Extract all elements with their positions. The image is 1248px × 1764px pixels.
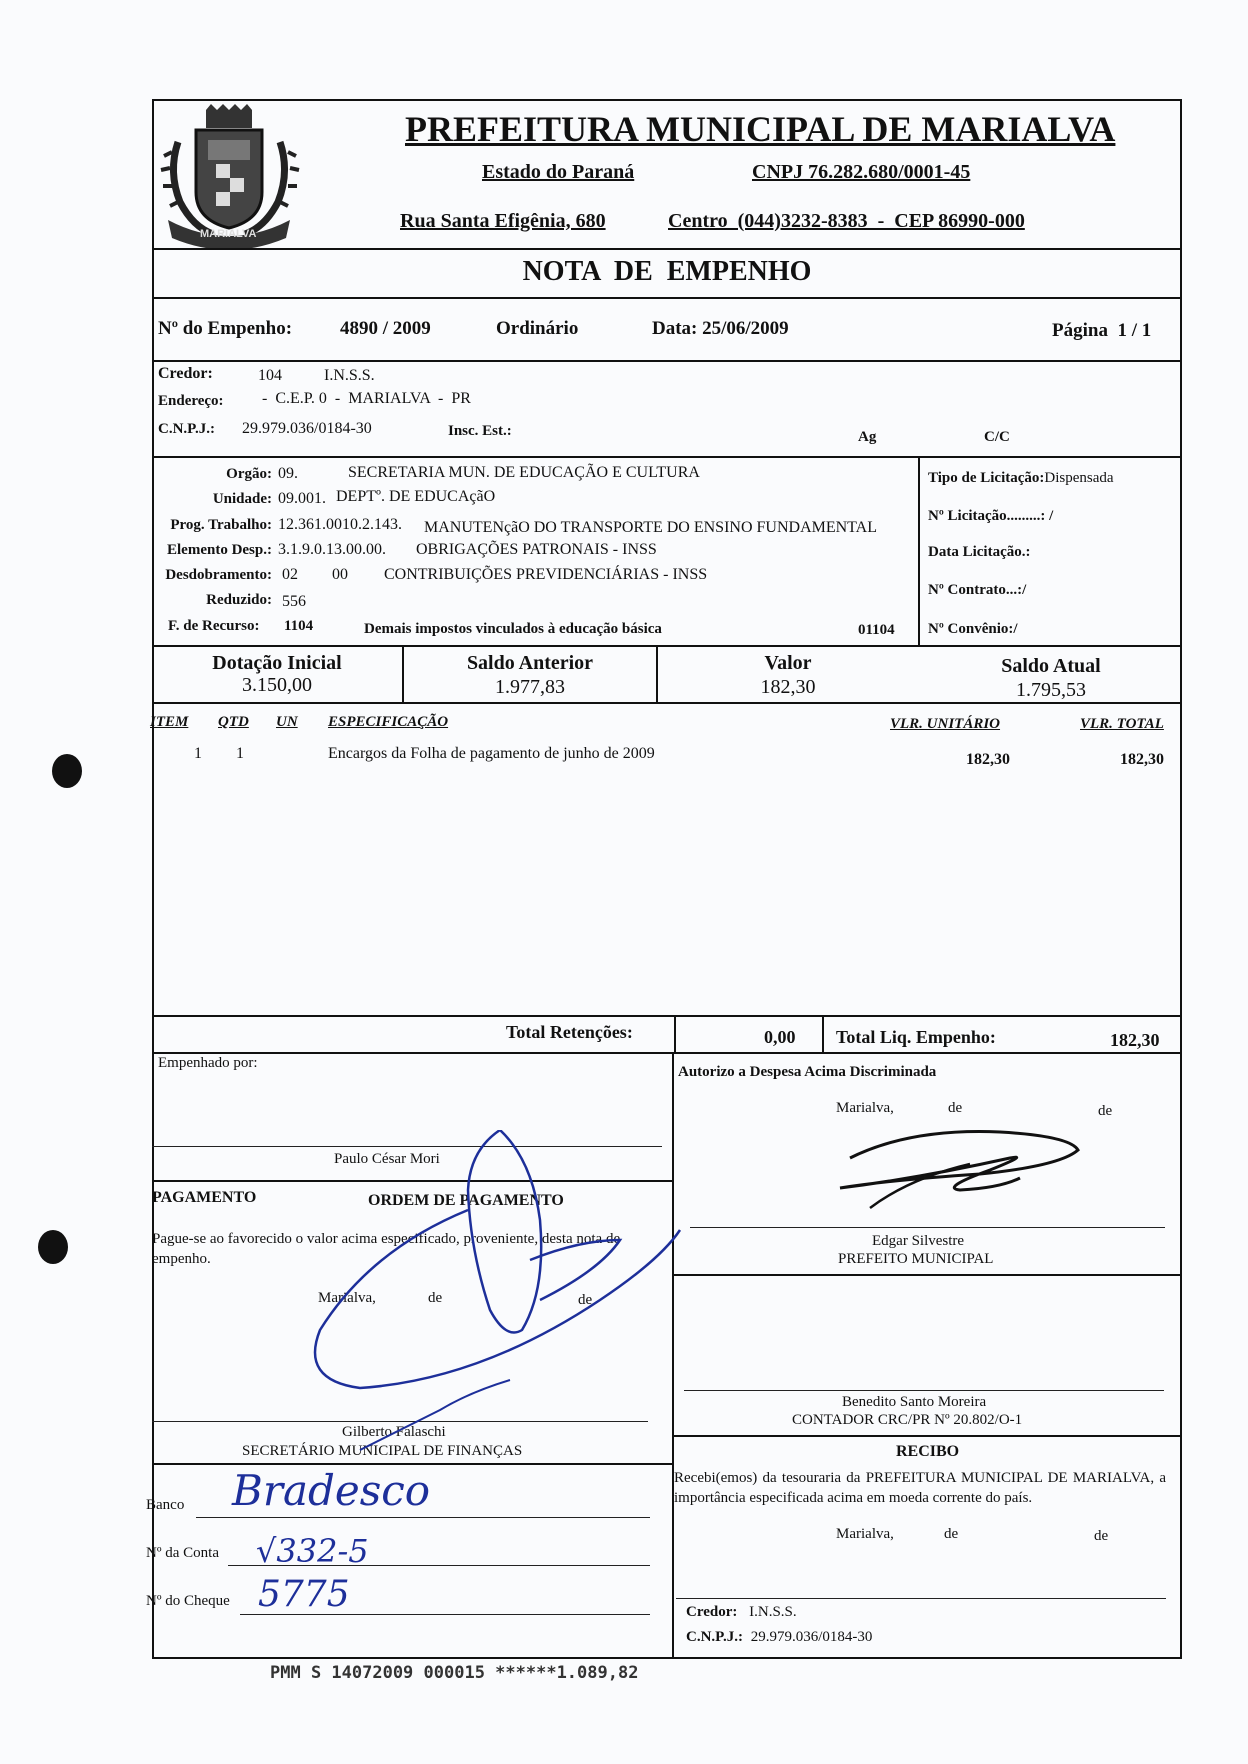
numero-licitacao: Nº Licitação.........: / (928, 508, 1054, 524)
numero-convenio: Nº Convênio:/ (928, 621, 1018, 637)
col-header-vlr-unitario: VLR. UNITÁRIO (890, 716, 1001, 732)
col-header-un: UN (276, 714, 298, 730)
numero-contrato: Nº Contrato...:/ (928, 582, 1027, 598)
valor-label: Valor (764, 652, 812, 674)
col-header-vlr-total: VLR. TOTAL (1080, 716, 1164, 732)
desdobramento-code-1: 02 (282, 566, 298, 583)
empenho-number: 4890 / 2009 (340, 318, 431, 339)
recurso-code-2: 01104 (858, 622, 895, 638)
header-address-street: Rua Santa Efigênia, 680 (400, 210, 606, 232)
pagamento-label: PAGAMENTO (152, 1189, 257, 1206)
punch-hole-top (52, 754, 82, 788)
header-title: PREFEITURA MUNICIPAL DE MARIALVA (405, 109, 1116, 149)
header-address-rest: Centro (044)3232-8383 - CEP 86990-000 (668, 210, 1025, 232)
divider-vertical (918, 456, 920, 646)
desdobramento-label: Desdobramento: (165, 567, 272, 583)
col-header-item: ITEM (150, 714, 189, 730)
prefeito-cargo: PREFEITO MUNICIPAL (838, 1251, 994, 1267)
autorizo-de-1: de (948, 1100, 963, 1116)
col-header-especificacao: ESPECIFICAÇÃO (328, 714, 449, 730)
prefeito-nome: Edgar Silvestre (872, 1233, 965, 1249)
insc-est-label: Insc. Est.: (448, 423, 512, 439)
recibo-cnpj (686, 1629, 872, 1646)
ag-label: Ag (858, 429, 877, 445)
col-header-qtd: QTD (218, 714, 249, 730)
saldo-atual-label: Saldo Atual (1001, 655, 1101, 677)
divider (152, 1052, 1182, 1054)
cnpj-value: 29.979.036/0184-30 (242, 420, 372, 437)
divider (152, 360, 1182, 362)
signature-line (690, 1227, 1165, 1228)
secretario-cargo: SECRETÁRIO MUNICIPAL DE FINANÇAS (242, 1443, 523, 1459)
pagamento-texto: Pague-se ao favorecido o valor acima especificado, proveniente, desta nota de empenho. (152, 1231, 621, 1267)
autorizo-de-2: de (1098, 1103, 1113, 1119)
prog-trabalho-desc: MANUTENçãO DO TRANSPORTE DO ENSINO FUNDAMENTAL (424, 519, 877, 536)
divider-vertical (822, 1015, 824, 1053)
contador-cargo: CONTADOR CRC/PR Nº 20.802/O-1 (792, 1412, 1023, 1428)
banco-label: Banco (146, 1497, 185, 1513)
divider-vertical (672, 1052, 674, 1659)
dotacao-inicial-value: 3.150,00 (242, 674, 312, 696)
punch-hole-bottom (38, 1230, 68, 1264)
tipo-licitacao (928, 470, 1114, 487)
banco-line (196, 1517, 650, 1518)
table-row (152, 745, 1182, 773)
pagamento-de-2: de (578, 1292, 593, 1308)
divider (152, 645, 1182, 647)
recibo-de-1: de (944, 1526, 959, 1542)
credor-nome: I.N.S.S. (324, 367, 375, 384)
coat-of-arms-banner-text: MARIALVA (200, 228, 257, 240)
row-item: 1 (194, 745, 202, 762)
empenhado-label: Empenhado por: (158, 1055, 258, 1071)
autorizo-local: Marialva, (836, 1100, 894, 1116)
unidade-desc: DEPTº. DE EDUCAçãO (336, 488, 496, 505)
row-vlr-total: 182,30 (1120, 751, 1164, 768)
reduzido-value: 556 (282, 593, 306, 610)
total-liquido-label: Total Liq. Empenho: (836, 1027, 996, 1047)
divider (152, 248, 1182, 250)
cheque-handwritten: 5775 (258, 1574, 350, 1615)
recibo-label: RECIBO (896, 1443, 960, 1460)
secretario-nome: Gilberto Falaschi (342, 1424, 446, 1440)
prog-trabalho-code: 12.361.0010.2.143. (278, 516, 402, 533)
credor-label: Credor: (158, 365, 213, 382)
saldo-anterior-label: Saldo Anterior (466, 652, 594, 674)
autorizo-label: Autorizo a Despesa Acima Discriminada (678, 1064, 937, 1080)
valor-value: 182,30 (760, 676, 816, 698)
orgao-desc: SECRETARIA MUN. DE EDUCAÇÃO E CULTURA (348, 464, 700, 481)
doc-title: NOTA DE EMPENHO (522, 256, 812, 287)
row-vlr-unitario: 182,30 (966, 751, 1010, 768)
conta-label: Nº da Conta (146, 1545, 219, 1561)
signature-line (152, 1421, 648, 1422)
empenho-data: Data: 25/06/2009 (652, 318, 789, 339)
divider (672, 1274, 1182, 1276)
dotacao-inicial-label: Dotação Inicial (212, 652, 342, 674)
total-liquido-value: 182,30 (1110, 1030, 1160, 1050)
unidade-code: 09.001. (278, 490, 326, 507)
cheque-label: Nº do Cheque (146, 1593, 230, 1609)
reduzido-label: Reduzido: (206, 592, 272, 608)
divider (152, 702, 1182, 704)
elemento-desc: OBRIGAÇÕES PATRONAIS - INSS (416, 541, 657, 558)
divider (152, 456, 1182, 458)
endereco-label: Endereço: (158, 393, 224, 409)
divider (672, 1435, 1182, 1437)
empenho-pagina: Página 1 / 1 (1052, 320, 1152, 341)
orgao-code: 09. (278, 465, 298, 482)
divider (152, 1463, 672, 1465)
row-especificacao: Encargos da Folha de pagamento de junho de 2009 (328, 745, 655, 762)
elemento-code: 3.1.9.0.13.00.00. (278, 541, 386, 558)
total-retencoes-label: Total Retenções: (506, 1022, 633, 1042)
recibo-credor-nome: I.N.S.S. (749, 1604, 797, 1620)
endereco-value: - C.E.P. 0 - MARIALVA - PR (262, 390, 471, 407)
pagamento-de-1: de (428, 1290, 443, 1306)
tipo-licitacao-label: Tipo de Licitação: (928, 470, 1045, 486)
header-estado: Estado do Paraná (482, 161, 635, 183)
divider (152, 297, 1182, 299)
recurso-label: F. de Recurso: (168, 618, 260, 634)
recibo-credor-label: Credor: (686, 1604, 738, 1620)
divider-vertical (674, 1015, 676, 1053)
signature-line (676, 1598, 1166, 1599)
empenhado-nome: Paulo César Mori (334, 1151, 440, 1167)
cnpj-label: C.N.P.J.: (158, 421, 215, 437)
recibo-local: Marialva, (836, 1526, 894, 1542)
recurso-desc: Demais impostos vinculados à educação básica (364, 621, 662, 637)
recibo-cnpj-value: 29.979.036/0184-30 (750, 1629, 873, 1645)
pagamento-local: Marialva, (318, 1290, 376, 1306)
total-retencoes-value: 0,00 (764, 1027, 796, 1047)
unidade-label: Unidade: (212, 491, 272, 507)
empenho-number-label: Nº do Empenho: (158, 318, 293, 339)
divider (152, 1015, 1182, 1017)
contador-nome: Benedito Santo Moreira (842, 1394, 987, 1410)
recibo-texto: Recebi(emos) da tesouraria da PREFEITURA MUNICIPAL DE MARIALVA, a importância especificada acima em moeda corrente do país. (674, 1470, 1166, 1506)
recibo-cnpj-label: C.N.P.J.: (686, 1629, 743, 1645)
tipo-licitacao-value: Dispensada (1044, 470, 1114, 486)
elemento-label: Elemento Desp.: (167, 542, 272, 558)
divider (152, 1180, 672, 1182)
signature-line (684, 1390, 1164, 1391)
recurso-code: 1104 (284, 618, 314, 634)
desdobramento-desc: CONTRIBUIÇÕES PREVIDENCIÁRIAS - INSS (384, 566, 708, 583)
ordem-pagamento-label: ORDEM DE PAGAMENTO (368, 1192, 564, 1209)
cc-label: C/C (984, 429, 1010, 445)
recibo-de-2: de (1094, 1528, 1109, 1544)
empenho-tipo: Ordinário (496, 318, 579, 339)
signature-line (152, 1146, 662, 1147)
saldo-atual-value: 1.795,53 (1016, 679, 1086, 701)
coat-of-arms (158, 102, 300, 252)
recibo-credor (686, 1604, 797, 1621)
row-qtd: 1 (236, 745, 244, 762)
conta-handwritten: √332-5 (256, 1532, 369, 1570)
orgao-label: Orgão: (226, 466, 272, 482)
credor-codigo: 104 (258, 367, 282, 384)
saldo-anterior-value: 1.977,83 (495, 676, 565, 698)
banco-handwritten: Bradesco (232, 1466, 431, 1515)
mechanical-stamp: PMM S 14072009 000015 ******1.089,82 (270, 1663, 639, 1683)
header-cnpj: CNPJ 76.282.680/0001-45 (752, 161, 971, 183)
desdobramento-code-2: 00 (332, 566, 348, 583)
data-licitacao: Data Licitação.: (928, 544, 1031, 560)
prog-trabalho-label: Prog. Trabalho: (170, 517, 272, 533)
